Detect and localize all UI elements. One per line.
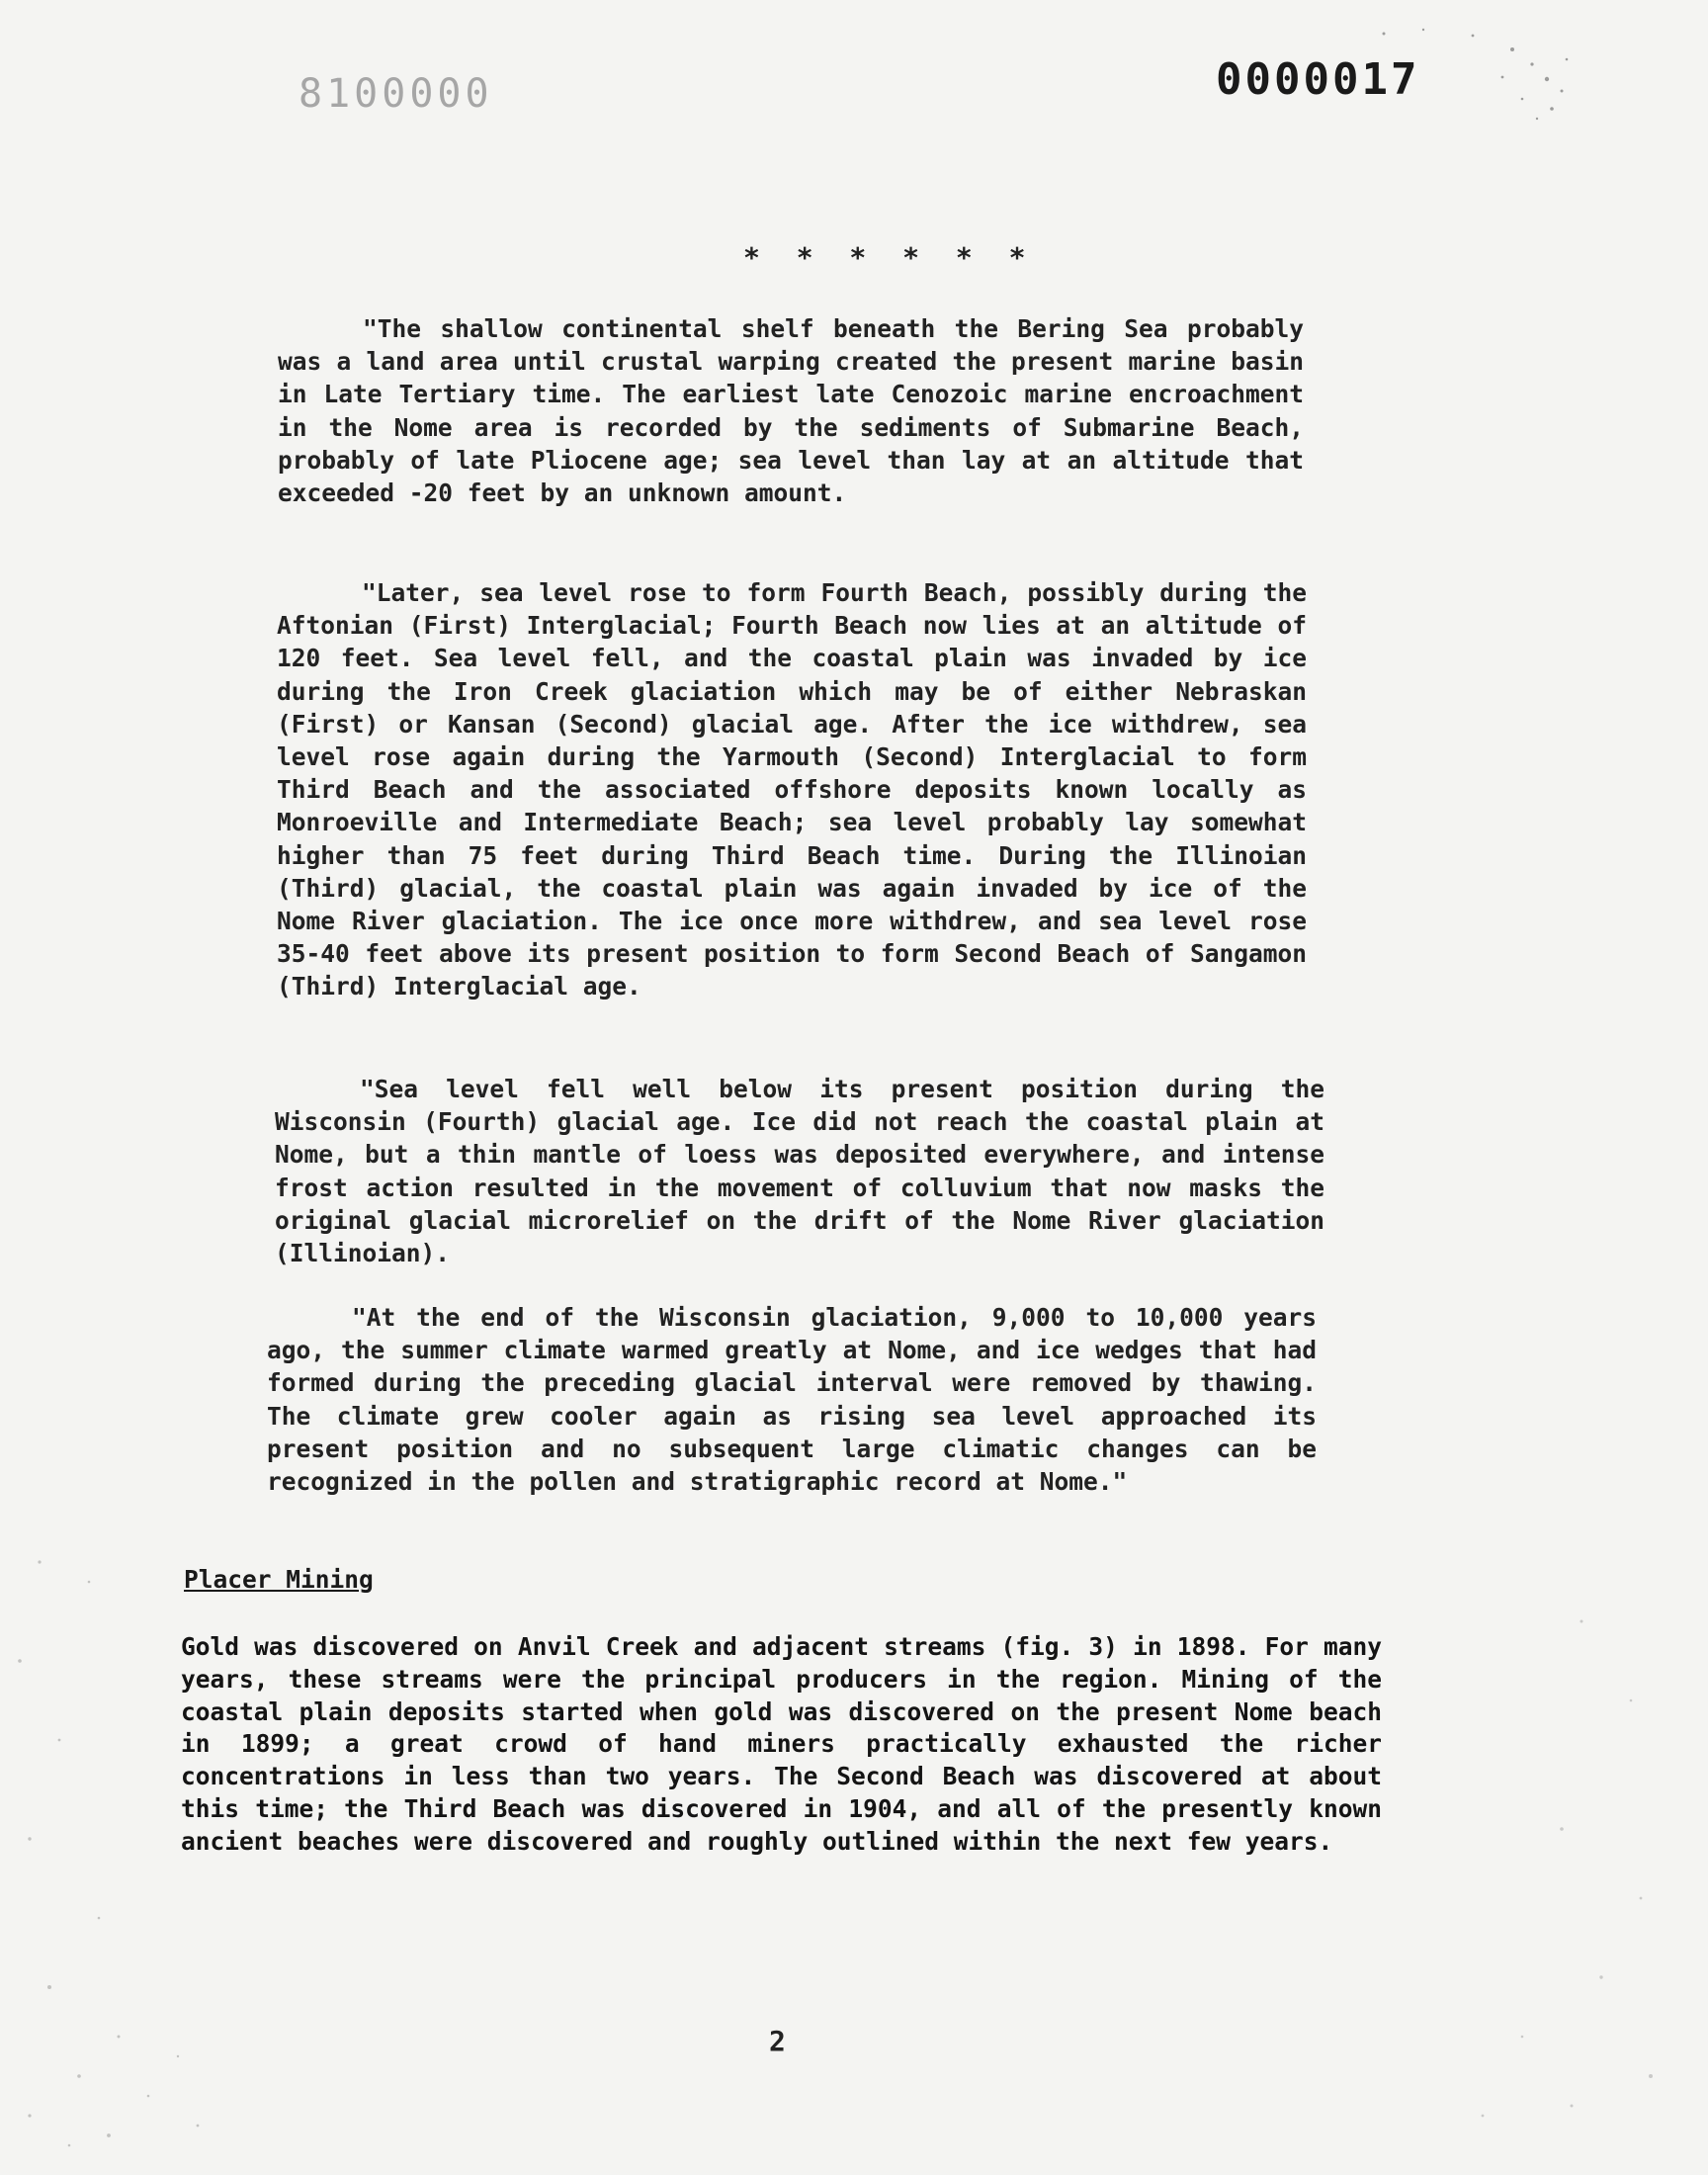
quote-paragraph-2: "Later, sea level rose to form Fourth Beach, possibly during the Aftonian (First) Interglacial; Fourth Beach now lies at an altitude of 120 feet. Sea level fell, and the coastal plain was invaded by ice during the Iron Creek glaciation which may be of either Nebraskan (First) or Kansan (Second) glacial age. After the ice withdrew, sea level rose again during the Yarmouth (Second) Interglacial to form Third Beach and the associated offshore deposits known locally as Monroeville and Intermediate Beach; sea level probably lay somewhat higher than 75 feet during Third Beach time. During the Illinoian (Third) glacial, the coastal plain was again invaded by ice of the Nome River glaciation. The ice once more withdrew, and sea level rose 35-40 feet above its present position to form Second Beach of Sangamon (Third) Interglacial age.	[277, 578, 1307, 1001]
section-separator: * * * * * *	[743, 241, 1036, 274]
quote-paragraph-1: "The shallow continental shelf beneath the Bering Sea probably was a land area until crustal warping created the present marine basin in Late Tertiary time. The earliest late Cenozoic marine encroachment in the Nome area is recorded by the sediments of Submarine Beach, probably of late Pliocene age; sea level than lay at an altitude that exceeded -20 feet by an unknown amount.	[278, 314, 1304, 508]
quote-paragraph-4: "At the end of the Wisconsin glaciation, 9,000 to 10,000 years ago, the summer climate warmed greatly at Nome, and ice wedges that had formed during the preceding glacial interval were removed by thawing. The climate grew cooler again as rising sea level approached its present position and no subsequent large climatic changes can be recognized in the pollen and stratigraphic record at Nome."	[267, 1303, 1317, 1497]
quote-paragraph-3: "Sea level fell well below its present position during the Wisconsin (Fourth) glacial age. Ice did not reach the coastal plain at Nome, but a thin mantle of loess was deposited everywhere, and intense frost action resulted in the movement of colluvium that now masks the original glacial microrelief on the drift of the Nome River glaciation (Illinoian).	[275, 1075, 1324, 1268]
page-number: 2	[769, 2025, 786, 2057]
faint-document-number: 8100000	[299, 71, 493, 117]
page-id-stamp: 0000017	[1216, 54, 1420, 105]
section-heading: Placer Mining	[184, 1565, 374, 1594]
scan-speckle-bottom-right	[1384, 1582, 1680, 2135]
section-body-paragraph: Gold was discovered on Anvil Creek and adjacent streams (fig. 3) in 1898. For many years, these streams were the principal producers in the region. Mining of the coastal plain deposits started when gold was discovered on the present Nome beach in 1899; a great crowd of hand miners practically exhausted the richer concentrations in less than two years. The Second Beach was discovered at about this time; the Third Beach was discovered in 1904, and all of the presently known ancient beaches were discovered and roughly outlined within the next few years.	[181, 1632, 1382, 1856]
